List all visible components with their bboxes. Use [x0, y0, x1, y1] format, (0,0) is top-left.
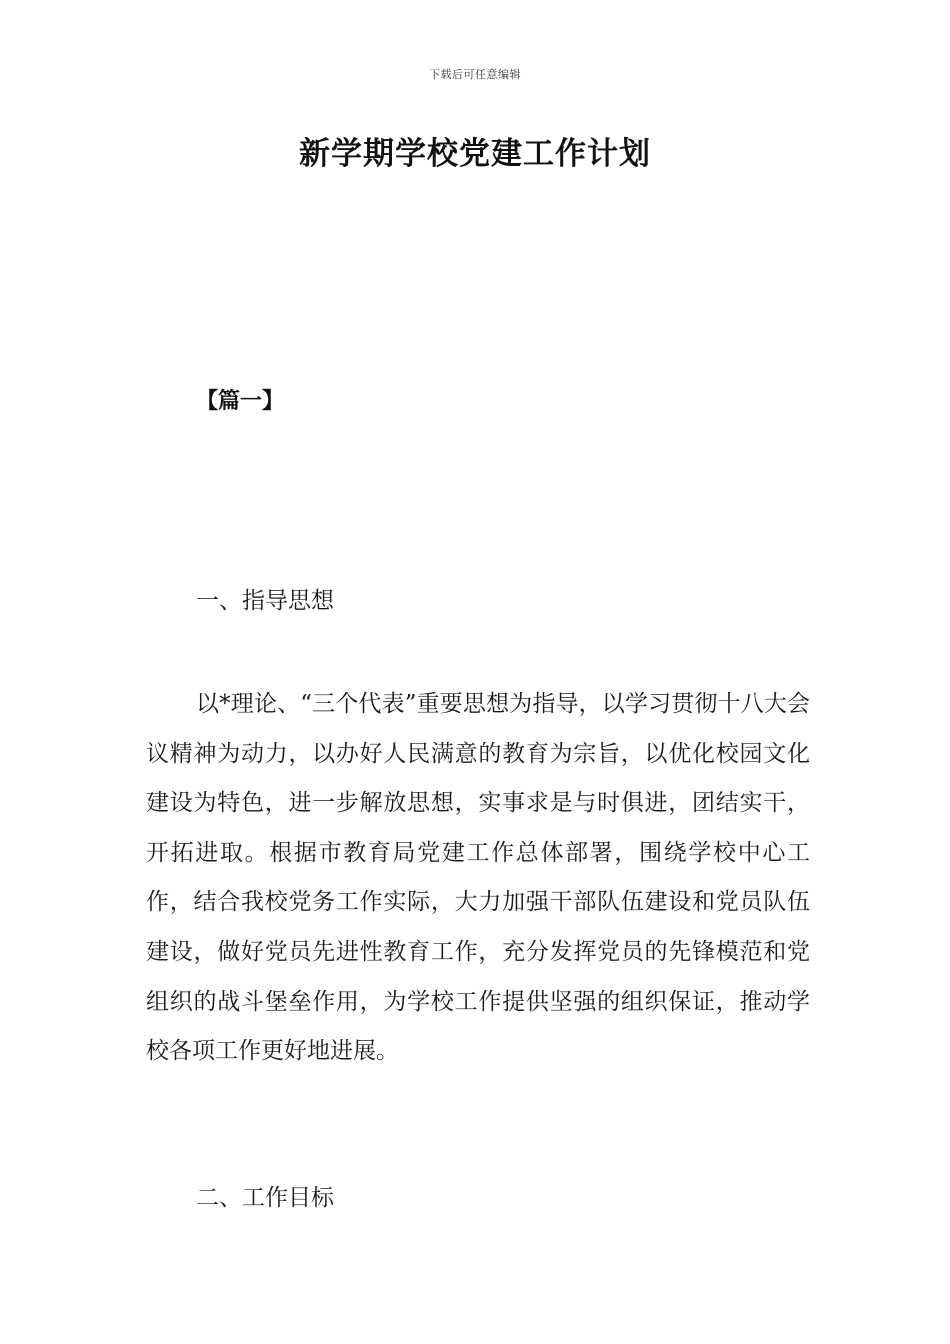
section-label: 【篇一】 [196, 389, 285, 414]
body-paragraph: 以*理论、“三个代表”重要思想为指导，以学习贯彻十八大会议精神为动力，以办好人民满意的教育为宗旨，以优化校园文化建设为特色，进一步解放思想，实事求是与时俱进，团结实干，开拓进取。根据市教育局党建工作总体部署，围绕学校中心工作，结合我校党务工作实际，大力加强干部队伍建设和党员队伍建设，做好党员先进性教育工作，充分发挥党员的先锋模范和党组织的战斗堡垒作用，为学校工作提供坚强的组织保证，推动学校各项工作更好地进展。 [146, 691, 810, 1065]
heading-work-goals: 二、工作目标 [196, 1185, 334, 1211]
heading-guiding-ideology: 一、指导思想 [196, 588, 334, 614]
document-title: 新学期学校党建工作计划 [299, 136, 651, 172]
header-note: 下载后可任意编辑 [429, 68, 521, 81]
